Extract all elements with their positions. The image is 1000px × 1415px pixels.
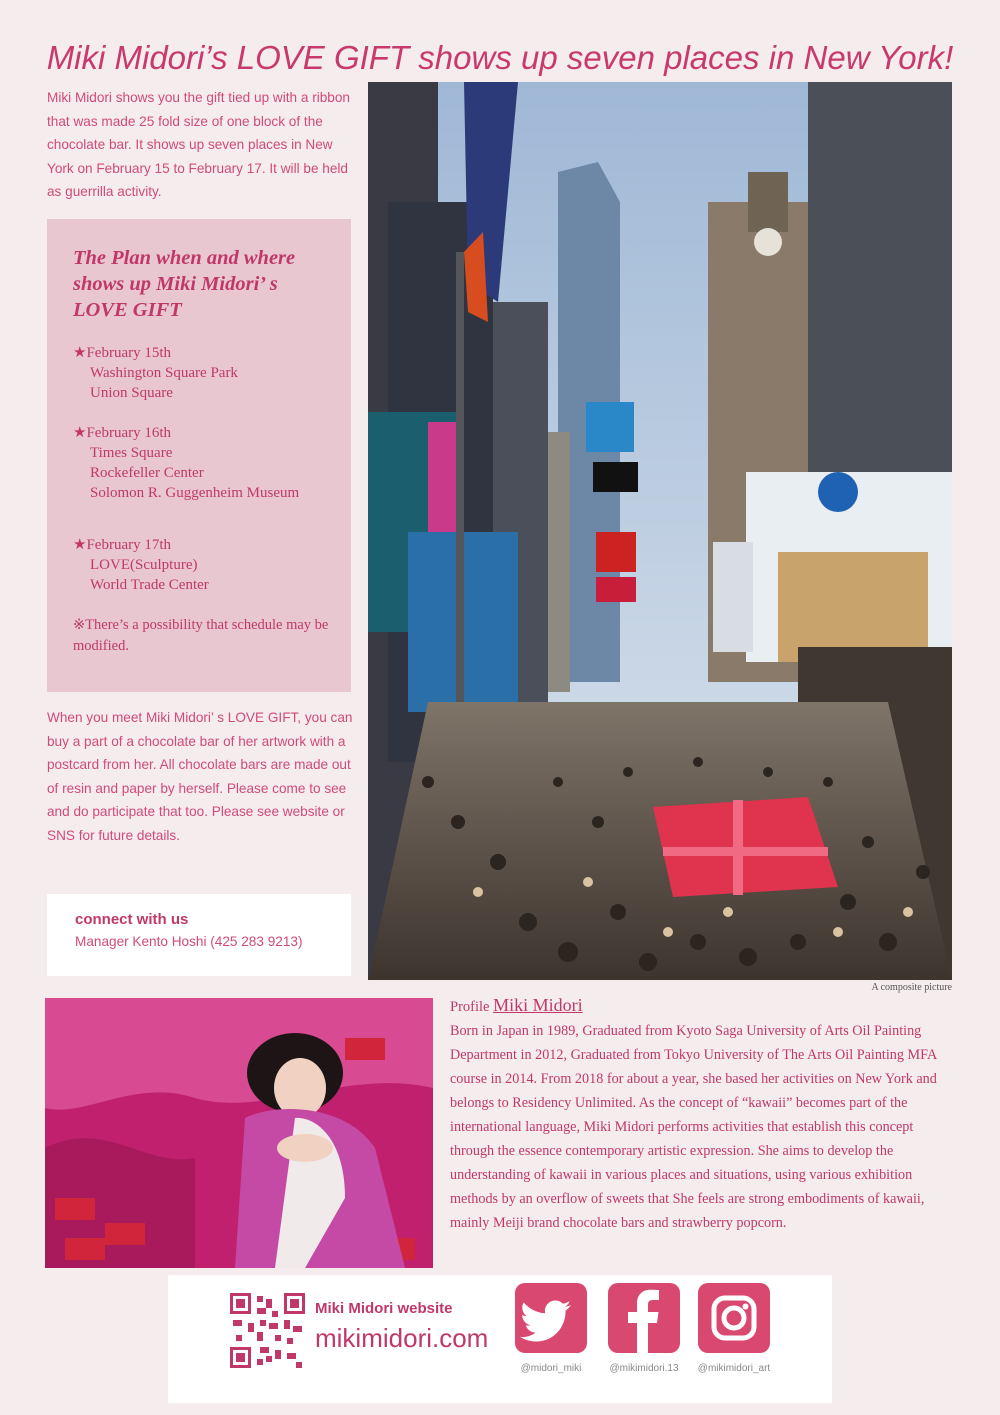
profile-section	[450, 993, 955, 1235]
page-title: Miki Midori’s LOVE GIFT shows up seven places in New York!	[46, 39, 954, 76]
times-square-photo	[368, 82, 952, 980]
schedule-date: ★February 15th	[73, 345, 172, 361]
schedule-place: Rockefeller Center	[90, 465, 204, 481]
details-paragraph: When you meet Miki Midori’ s LOVE GIFT, you can buy a part of a chocolate bar of her artwork with a postcard from her. All chocolate bars are made out of resin and paper by herself. Please come to see and do participate that too. Please see website or SNS for future details.	[47, 710, 353, 843]
schedule-place: LOVE(Sculpture)	[90, 557, 198, 573]
schedule-note: ※There’s a possibility that schedule may be modified.	[73, 617, 329, 654]
photo-caption: A composite picture	[871, 982, 952, 993]
schedule-date: ★February 17th	[73, 537, 172, 553]
footer-panel	[168, 1275, 832, 1403]
facebook-handle: @mikimidori.13	[609, 1363, 679, 1374]
schedule-place: Washington Square Park	[90, 365, 238, 381]
instagram-icon[interactable]	[698, 1283, 770, 1353]
twitter-icon[interactable]	[515, 1283, 587, 1353]
instagram-handle: @mikimidori_art	[697, 1363, 771, 1374]
intro-paragraph: Miki Midori shows you the gift tied up with a ribbon that was made 25 fold size of one block of the chocolate bar. It shows up seven places in New York on February 15 to February 17. It will be held as guerrilla activity.	[47, 90, 350, 200]
facebook-icon[interactable]	[608, 1283, 680, 1353]
contact-box	[47, 894, 351, 976]
plan-title: The Plan when and where shows up Miki Midori’ s LOVE GIFT	[73, 247, 296, 321]
schedule-place: Solomon R. Guggenheim Museum	[90, 485, 300, 501]
contact-manager: Manager Kento Hoshi (425 283 9213)	[75, 934, 303, 949]
website-label: Miki Midori website	[315, 1300, 453, 1317]
schedule-day	[73, 343, 331, 403]
schedule-place: World Trade Center	[90, 577, 209, 593]
contact-heading: connect with us	[75, 911, 189, 928]
schedule-date: ★February 16th	[73, 425, 172, 441]
profile-name: Miki Midori	[493, 995, 583, 1015]
schedule-place: Union Square	[90, 385, 173, 401]
website-link[interactable]: mikimidori.com	[315, 1323, 489, 1353]
profile-label: Profile	[450, 999, 494, 1015]
twitter-handle: @midori_miki	[520, 1363, 582, 1374]
profile-bio: Born in Japan in 1989, Graduated from Kyoto Saga University of Arts Oil Painting Department in 2012, Graduated from Tokyo University of The Arts Oil Painting MFA course in 2014. From 2018 for about a year, she based her activities on New York and belongs to Residency Unlimited. As the concept of “kawaii” becomes part of the international language, Miki Midori performs activities that establish this concept through the essence contemporary artistic expression. She aims to develop the understanding of kawaii in various places and situations, using various exhibition methods by an overflow of sweets that She feels are strong embodiments of kawaii, mainly Meiji brand chocolate bars and strawberry popcorn.	[450, 1023, 937, 1231]
schedule-day	[73, 535, 331, 595]
qr-code-icon	[230, 1293, 305, 1368]
schedule-day	[73, 423, 331, 503]
artist-portrait-photo	[45, 998, 433, 1268]
schedule-place: Times Square	[90, 445, 173, 461]
plan-panel	[47, 219, 351, 692]
